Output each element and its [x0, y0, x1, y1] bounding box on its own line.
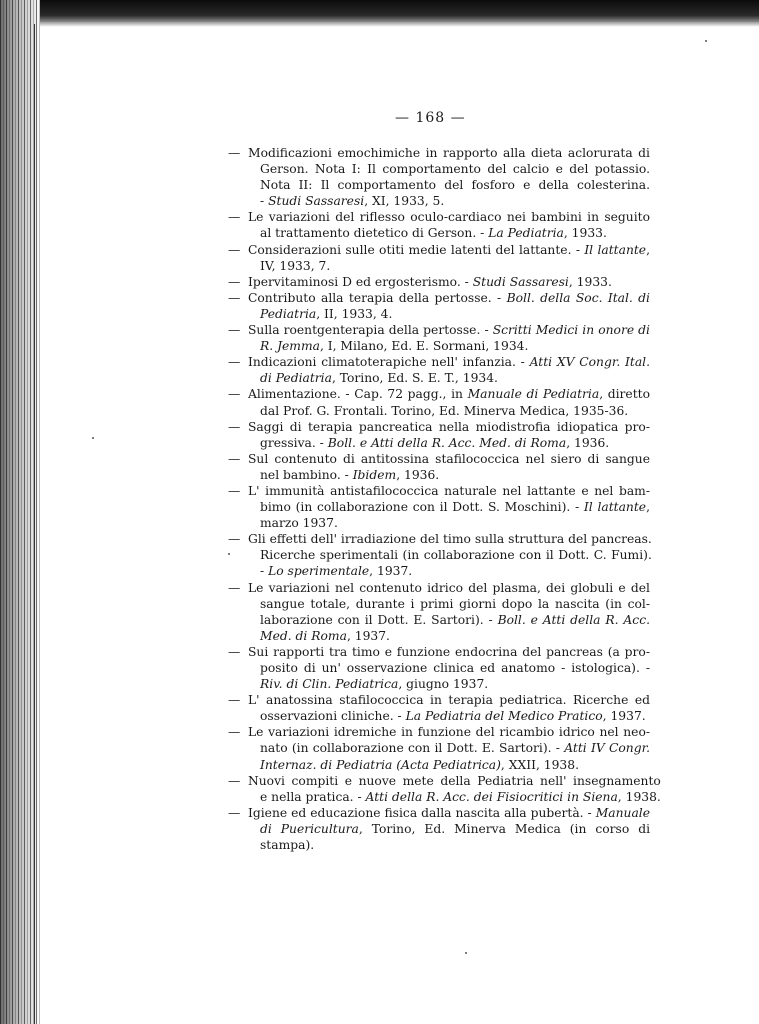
- entry-segment: L' immunità antistafilococcica naturale nel lattante e nel bam-: [248, 483, 650, 498]
- entry-dash: —: [228, 274, 241, 289]
- entry-text: [248, 483, 650, 531]
- entry-text: [248, 724, 650, 772]
- entry-text: [248, 419, 650, 451]
- entry-text: [248, 386, 650, 418]
- entry-dash: —: [228, 451, 241, 466]
- entry-line: [248, 837, 650, 853]
- bibliography-entry: [228, 531, 650, 579]
- entry-segment: Igiene ed educazione fisica dalla nascita alla pubertà. -: [248, 805, 596, 820]
- entry-line: [248, 612, 650, 628]
- entry-line: [248, 209, 650, 225]
- entry-segment: Nuovi compiti e nuove mete della Pediatria nell' insegnamento: [248, 773, 661, 788]
- entry-text: [248, 145, 650, 209]
- entry-text: [248, 322, 650, 354]
- entry-dash: —: [228, 693, 241, 708]
- entry-text: [248, 209, 650, 241]
- entry-text: [248, 242, 650, 274]
- entry-line: [248, 338, 650, 354]
- bibliography-entry: [228, 290, 650, 322]
- entry-dash: —: [228, 355, 241, 370]
- entry-segment: , 1938.: [617, 789, 661, 804]
- bibliography-entry: [228, 386, 650, 418]
- entry-segment: Saggi di terapia pancreatica nella miodistrofia idiopatica pro-: [248, 419, 650, 434]
- scan-speck: [228, 553, 230, 555]
- entry-dash: —: [228, 644, 241, 659]
- entry-citation-italic: Pediatria: [260, 306, 317, 321]
- entry-line: [248, 435, 650, 451]
- entry-segment: Gerson. Nota I: Il comportamento del calcio e del potassio.: [260, 162, 650, 177]
- entry-dash: —: [228, 290, 241, 305]
- entry-line: [248, 515, 650, 531]
- entry-segment: IV, 1933, 7.: [260, 258, 331, 273]
- entry-text: [248, 805, 650, 853]
- entry-text: [248, 692, 650, 724]
- entry-citation-italic: Lo sperimentale: [268, 564, 370, 579]
- entry-segment: posito di un' osservazione clinica ed anatomo - istologica). -: [260, 661, 650, 675]
- entry-segment: ,: [646, 242, 650, 257]
- entry-line: [248, 773, 661, 789]
- entry-segment: , 1936.: [396, 467, 440, 482]
- entry-citation-italic: Boll. e Atti della R. Acc.: [497, 612, 650, 627]
- scan-speck: [465, 952, 467, 954]
- entry-segment: Sui rapporti tra timo e funzione endocrina del pancreas (a pro-: [248, 644, 650, 659]
- entry-line: [248, 531, 652, 547]
- entry-segment: gressiva. -: [260, 435, 328, 450]
- entry-segment: Le variazioni idremiche in funzione del ricambio idrico nel neo-: [248, 725, 650, 740]
- entry-citation-italic: Scritti Medici in onore di: [492, 323, 650, 338]
- entry-segment: L' anatossina stafilococcica in terapia pediatrica. Ricerche ed: [248, 693, 650, 708]
- entry-line: [248, 451, 650, 467]
- bibliography-entry: [228, 724, 650, 772]
- entry-dash: —: [228, 773, 241, 788]
- entry-line: [248, 193, 650, 209]
- entry-line: [248, 177, 650, 193]
- entry-line: [248, 805, 650, 821]
- entry-line: [248, 789, 661, 805]
- entry-line: [248, 274, 650, 290]
- bibliography-entry: [228, 805, 650, 853]
- entry-citation-italic: Med. di Roma: [260, 628, 347, 643]
- entry-segment: , Torino, Ed. Minerva Medica (in corso di: [358, 821, 651, 836]
- entry-citation-italic: Il lattante: [584, 242, 647, 257]
- entry-segment: al trattamento dietetico di Gerson. -: [260, 226, 489, 241]
- entry-citation-italic: Boll. della Soc. Ital. di: [506, 290, 650, 305]
- entry-segment: , 1933.: [568, 274, 612, 289]
- entry-citation-italic: Ibidem: [352, 467, 397, 482]
- entry-segment: Contributo alla terapia della pertosse. -: [248, 290, 507, 305]
- entry-citation-italic: Manuale di Pediatria: [467, 387, 600, 402]
- entry-line: [248, 467, 650, 483]
- entry-text: [248, 773, 661, 805]
- entry-line: [248, 306, 650, 322]
- entry-citation-italic: Il lattante: [583, 500, 647, 515]
- entry-segment: , II, 1933, 4.: [316, 306, 393, 321]
- bibliography-entry: [228, 773, 661, 805]
- entry-citation-italic: Studi Sassaresi: [268, 194, 365, 209]
- entry-dash: —: [228, 387, 241, 402]
- entry-citation-italic: Manuale: [595, 805, 650, 820]
- entry-line: [248, 370, 650, 386]
- entry-segment: , I, Milano, Ed. E. Sormani, 1934.: [319, 339, 529, 354]
- entry-segment: , 1936.: [566, 435, 610, 450]
- entry-segment: Gli effetti dell' irradiazione del timo sulla struttura del pancreas.: [248, 532, 652, 547]
- entry-segment: , XXII, 1938.: [500, 757, 579, 772]
- bibliography-list: [228, 145, 661, 853]
- entry-segment: , 1937.: [346, 628, 390, 643]
- entry-line: [248, 225, 650, 241]
- entry-line: [248, 676, 650, 692]
- bibliography-entry: [228, 274, 650, 290]
- entry-dash: —: [228, 146, 241, 160]
- entry-dash: —: [228, 483, 241, 498]
- entry-segment: Ricerche sperimentali (in collaborazione con il Dott. C. Fumi).: [260, 548, 652, 563]
- bibliography-entry: [228, 419, 650, 451]
- bibliography-entry: [228, 644, 650, 692]
- entry-text: [248, 644, 650, 692]
- entry-line: [248, 740, 650, 756]
- binding-line: [34, 24, 35, 1024]
- entry-line: [248, 708, 650, 724]
- entry-segment: Ipervitaminosi D ed ergosterismo. -: [248, 274, 473, 289]
- entry-dash: —: [228, 532, 241, 547]
- entry-line: [248, 386, 650, 402]
- entry-line: [248, 322, 650, 338]
- entry-segment: Le variazioni nel contenuto idrico del plasma, dei globuli e del: [248, 580, 650, 595]
- bibliography-entry: [228, 483, 650, 531]
- entry-segment: ,: [646, 500, 650, 515]
- entry-text: [248, 580, 650, 644]
- entry-segment: stampa).: [260, 838, 315, 853]
- entry-line: [248, 757, 650, 773]
- scan-top-edge: [30, 22, 759, 27]
- entry-line: [248, 258, 650, 274]
- entry-segment: dal Prof. G. Frontali. Torino, Ed. Minerva Medica, 1935-36.: [260, 403, 629, 418]
- entry-citation-italic: Internaz. di Pediatria (Acta Pediatrica): [260, 757, 501, 772]
- entry-segment: Sul contenuto di antitossina stafilococcica nel siero di sangue: [248, 451, 650, 466]
- entry-segment: -: [260, 194, 269, 209]
- entry-line: [248, 580, 650, 596]
- bibliography-entry: [228, 354, 650, 386]
- entry-dash: —: [228, 805, 241, 820]
- entry-segment: e nella pratica. -: [260, 789, 366, 804]
- entry-dash: —: [228, 419, 241, 434]
- entry-line: [248, 563, 652, 579]
- entry-citation-italic: La Pediatria: [488, 226, 564, 241]
- entry-segment: , XI, 1933, 5.: [364, 194, 445, 209]
- entry-line: [248, 821, 650, 837]
- entry-segment: Alimentazione. - Cap. 72 pagg., in: [248, 387, 468, 402]
- entry-dash: —: [228, 580, 241, 595]
- entry-segment: , 1937.: [602, 709, 646, 724]
- entry-text: [248, 451, 650, 483]
- entry-citation-italic: di Pediatria: [260, 371, 332, 386]
- entry-segment: osservazioni cliniche. -: [260, 709, 406, 724]
- entry-text: [248, 531, 652, 579]
- bibliography-entry: [228, 580, 650, 644]
- entry-citation-italic: Boll. e Atti della R. Acc. Med. di Roma: [327, 435, 567, 450]
- entry-line: [248, 596, 650, 612]
- entry-line: [248, 290, 650, 306]
- entry-text: [248, 354, 650, 386]
- entry-segment: nel bambino. -: [260, 467, 353, 482]
- scan-speck: [705, 40, 707, 42]
- entry-dash: —: [228, 242, 241, 257]
- entry-segment: -: [260, 564, 269, 579]
- entry-segment: Le variazioni del riflesso oculo-cardiaco nei bambini in seguito: [248, 210, 650, 225]
- entry-dash: —: [228, 725, 241, 740]
- entry-segment: laborazione con il Dott. E. Sartori). -: [260, 612, 498, 627]
- bibliography-entry: [228, 145, 650, 209]
- entry-segment: Nota II: Il comportamento del fosforo e della colesterina.: [260, 178, 650, 193]
- entry-citation-italic: Riv. di Clin. Pediatrica: [260, 677, 399, 692]
- entry-text: [248, 290, 650, 322]
- entry-citation-italic: Atti XV Congr. Ital.: [529, 355, 651, 370]
- entry-segment: , diretto: [599, 387, 650, 402]
- entry-citation-italic: Atti IV Congr.: [564, 741, 651, 756]
- entry-segment: Sulla roentgenterapia della pertosse. -: [248, 323, 493, 338]
- entry-segment: Considerazioni sulle otiti medie latenti del lattante. -: [248, 242, 585, 257]
- entry-citation-italic: La Pediatria del Medico Pratico: [405, 709, 603, 724]
- entry-segment: , 1937.: [369, 564, 413, 579]
- entry-line: [248, 644, 650, 660]
- scan-speck: [92, 437, 94, 439]
- bibliography-entry: [228, 451, 650, 483]
- entry-citation-italic: Atti della R. Acc. dei Fisiocritici in Siena: [365, 789, 618, 804]
- entry-line: [248, 692, 650, 708]
- entry-segment: Modificazioni emochimiche in rapporto alla dieta aclorurata di: [248, 146, 650, 160]
- bibliography-entry: [228, 692, 650, 724]
- entry-segment: sangue totale, durante i primi giorni dopo la nascita (in col-: [260, 596, 650, 611]
- entry-text: [248, 274, 650, 290]
- entry-line: [248, 145, 650, 161]
- bibliography-entry: [228, 242, 650, 274]
- bibliography-entry: [228, 322, 650, 354]
- entry-line: [248, 547, 652, 563]
- entry-segment: marzo 1937.: [260, 516, 338, 531]
- bibliography-entry: [228, 209, 650, 241]
- entry-line: [248, 660, 650, 676]
- entry-line: [248, 724, 650, 740]
- entry-segment: , Torino, Ed. S. E. T., 1934.: [331, 371, 498, 386]
- scan-top-shadow: [0, 0, 759, 22]
- entry-citation-italic: Studi Sassaresi: [472, 274, 569, 289]
- entry-segment: , 1933.: [563, 226, 607, 241]
- entry-citation-italic: R. Jemma: [260, 339, 320, 354]
- entry-line: [248, 419, 650, 435]
- entry-segment: nato (in collaborazione con il Dott. E. Sartori). -: [260, 741, 565, 756]
- entry-line: [248, 403, 650, 419]
- entry-segment: bimo (in collaborazione con il Dott. S. Moschini). -: [260, 500, 584, 515]
- entry-segment: , giugno 1937.: [398, 677, 489, 692]
- entry-dash: —: [228, 323, 241, 338]
- entry-line: [248, 161, 650, 177]
- entry-line: [248, 354, 650, 370]
- entry-dash: —: [228, 210, 241, 225]
- entry-citation-italic: di Puericultura: [260, 821, 359, 836]
- page-number: — 168 —: [395, 110, 466, 126]
- entry-segment: Indicazioni climatoterapiche nell' infanzia. -: [248, 355, 530, 370]
- entry-line: [248, 242, 650, 258]
- entry-line: [248, 483, 650, 499]
- entry-line: [248, 628, 650, 644]
- entry-line: [248, 499, 650, 515]
